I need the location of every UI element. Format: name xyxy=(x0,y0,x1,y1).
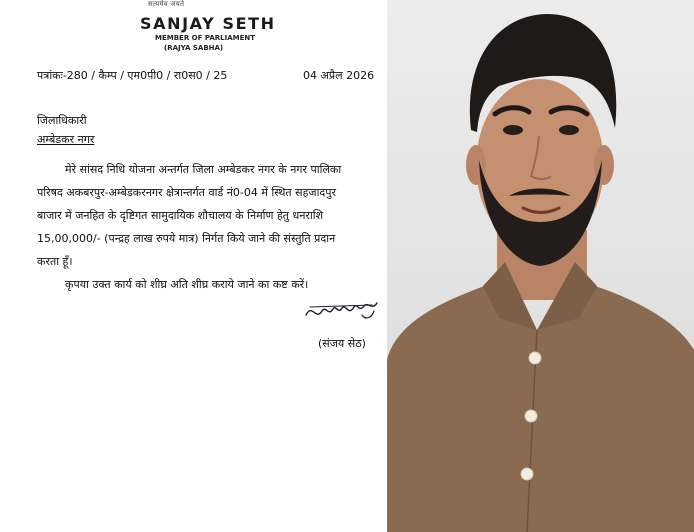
portrait-photo xyxy=(387,0,694,532)
request-line: कृपया उक्त कार्य को शीघ्र अति शीघ्र कराये जाने का कष्ट करें। xyxy=(65,278,309,291)
letterhead-title: MEMBER OF PARLIAMENT xyxy=(155,34,255,42)
body-line: बाजार में जनहित के दृष्टिगत सामुदायिक शौचालय के निर्माण हेतु धनराशि xyxy=(37,209,324,222)
letterhead-house: (RAJYA SABHA) xyxy=(164,44,224,52)
signatory-name: (संजय सेठ) xyxy=(318,337,366,350)
body-line: 15,00,000/- (पन्द्रह लाख रुपये मात्र) निर्गत किये जाने की संस्तुति प्रदान xyxy=(37,232,336,245)
letter-date: 04 अप्रैल 2026 xyxy=(303,69,375,82)
addressee-designation: जिलाधिकारी xyxy=(37,114,87,127)
handwritten-signature xyxy=(302,295,382,329)
reference-number: पत्रांकः-280 / कैम्प / एम0पी0 / रा0स0 / 25 xyxy=(37,69,228,82)
national-emblem-motto: सत्यमेव जयते xyxy=(148,0,185,8)
letterhead-name: SANJAY SETH xyxy=(140,14,276,33)
body-line: करता हूँ। xyxy=(37,255,73,268)
addressee-location: अम्बेडकर नगर xyxy=(37,133,95,146)
portrait-illustration xyxy=(387,0,694,532)
body-line: परिषद अकबरपुर-अम्बेडकरनगर क्षेत्रान्तर्गत वार्ड नं0-04 में स्थित सहजादपुर xyxy=(37,186,337,199)
body-line: मेरे सांसद निधि योजना अन्तर्गत जिला अम्बेडकर नगर के नगर पालिका xyxy=(65,163,342,176)
